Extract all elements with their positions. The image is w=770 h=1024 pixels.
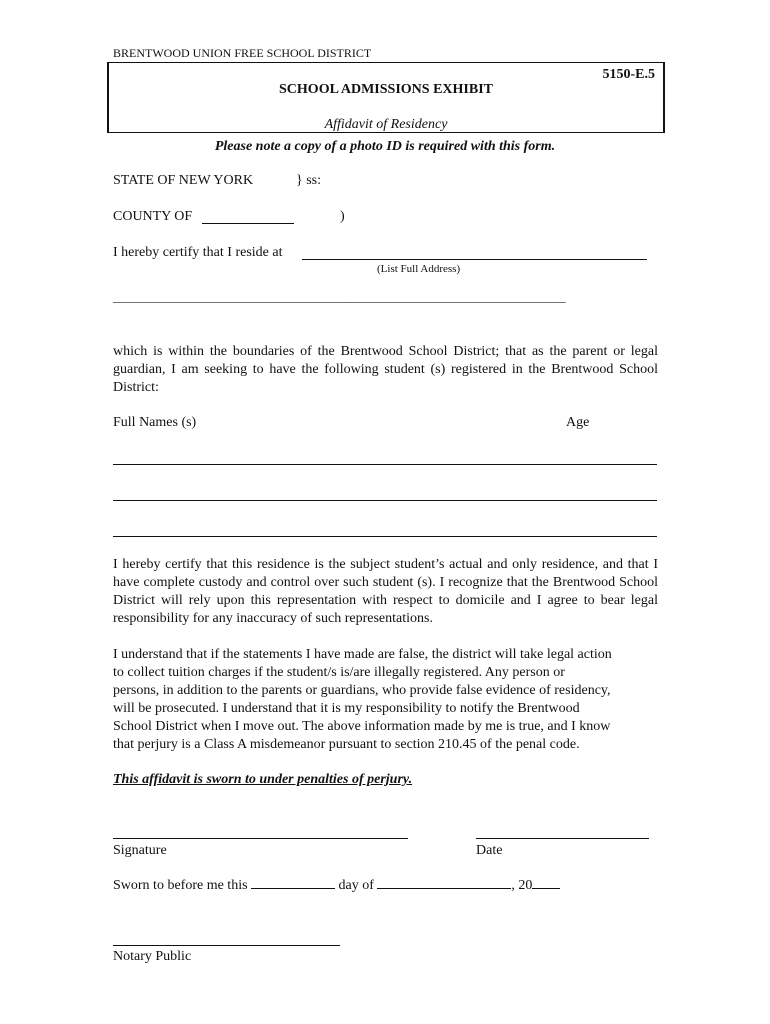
understand-line-2: to collect tuition charges if the student/s is/are illegally registered. Any person or	[113, 665, 565, 680]
sworn-before-prefix: Sworn to before me this	[113, 878, 248, 893]
photo-id-note: Please note a copy of a photo ID is required with this form.	[214, 139, 556, 154]
sworn-statement: This affidavit is sworn to under penalties of perjury.	[113, 772, 413, 787]
exhibit-code: 5150-E.5	[602, 67, 655, 82]
sworn-year-field[interactable]	[532, 887, 560, 889]
sworn-year-prefix: , 20	[511, 878, 533, 893]
exhibit-subtitle: Affidavit of Residency	[324, 117, 448, 132]
understand-line-3: persons, in addition to the parents or guardians, who provide false evidence of residency,	[113, 683, 611, 698]
exhibit-header-box	[107, 62, 665, 133]
student-line-3[interactable]	[113, 536, 657, 537]
certify-paragraph: I hereby certify that this residence is the subject student’s actual and only residence, and that I have complete custody and control over such student (s). I recognize that the Brentwood School District will rely upon this representation with respect to domicile and I agree to bear legal responsibility for any inaccuracy of such representations.	[113, 557, 658, 626]
notary-label: Notary Public	[113, 949, 192, 964]
county-label: COUNTY OF	[113, 209, 193, 224]
address-continuation-line[interactable]: ______________________________________________________________________________	[113, 290, 566, 304]
district-name: BRENTWOOD UNION FREE SCHOOL DISTRICT	[113, 46, 372, 60]
ss-label: } ss:	[296, 173, 322, 188]
understand-line-6: that perjury is a Class A misdemeanor pursuant to section 210.45 of the penal code.	[113, 737, 580, 752]
reside-label: I hereby certify that I reside at	[113, 245, 283, 260]
county-field-line[interactable]	[202, 223, 294, 224]
address-field-line[interactable]	[302, 259, 647, 260]
sworn-day-of: day of	[338, 878, 374, 893]
state-label: STATE OF NEW YORK	[113, 173, 254, 188]
understand-line-4: will be prosecuted. I understand that it is my responsibility to notify the Brentwood	[113, 701, 580, 716]
sworn-day-field[interactable]	[251, 887, 335, 889]
sworn-month-field[interactable]	[377, 887, 511, 889]
notary-line[interactable]	[113, 945, 340, 946]
county-paren: )	[340, 209, 345, 224]
boundaries-paragraph: which is within the boundaries of the Brentwood School District; that as the parent or legal guardian, I am seeking to have the following student (s) registered in the Brentwood School District:	[113, 344, 658, 395]
signature-line[interactable]	[113, 838, 408, 839]
signature-label: Signature	[113, 843, 167, 858]
understand-line-5: School District when I move out. The above information made by me is true, and I know	[113, 719, 611, 734]
address-hint: (List Full Address)	[377, 263, 461, 275]
date-line[interactable]	[476, 838, 649, 839]
understand-line-1: I understand that if the statements I have made are false, the district will take legal action	[113, 647, 612, 662]
full-names-label: Full Names (s)	[113, 415, 197, 430]
student-line-2[interactable]	[113, 500, 657, 501]
sworn-before-line	[113, 878, 560, 894]
age-label: Age	[566, 415, 590, 430]
student-line-1[interactable]	[113, 464, 657, 465]
date-label: Date	[476, 843, 503, 858]
exhibit-title: SCHOOL ADMISSIONS EXHIBIT	[279, 82, 493, 97]
